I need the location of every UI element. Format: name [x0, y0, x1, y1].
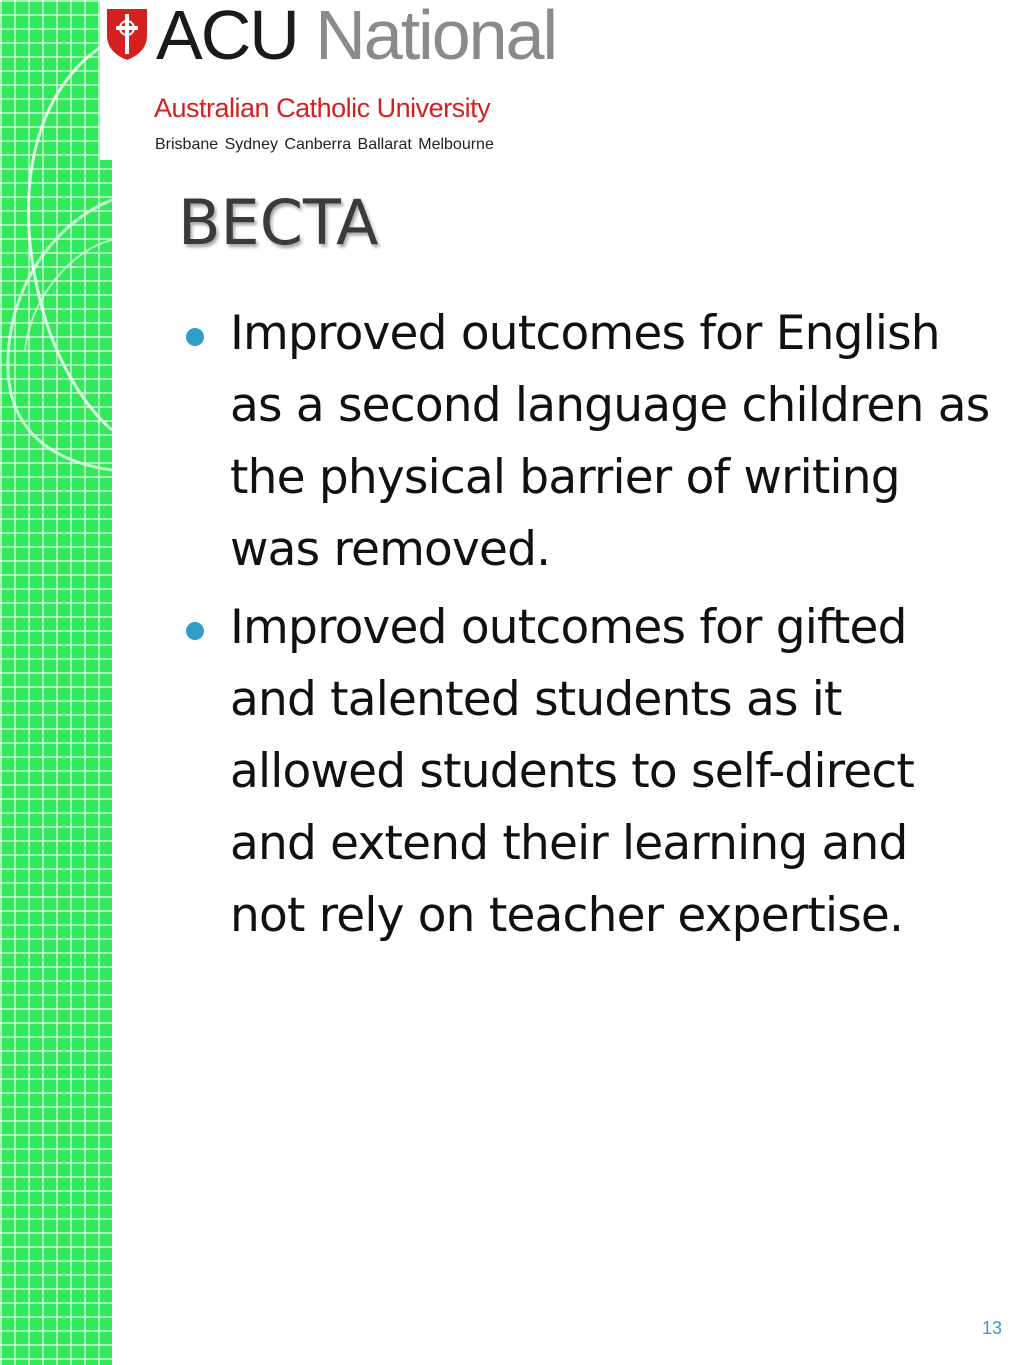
university-logo	[100, 0, 557, 160]
bullet-text: Improved outcomes for English as a second language children as the physical barrier of writing was removed.	[230, 306, 990, 577]
bullet-item	[186, 592, 996, 952]
logo-university-name: Australian Catholic University	[154, 93, 491, 123]
slide-title: BECTA	[178, 186, 379, 259]
bullet-dot-icon	[186, 328, 204, 346]
logo-acu-text: ACU	[156, 0, 298, 74]
bullet-list	[186, 298, 996, 958]
page-number: 13	[981, 1318, 1002, 1338]
acu-shield-cross-icon	[104, 6, 150, 62]
logo-campuses: Brisbane Sydney Canberra Ballarat Melbourne	[155, 136, 494, 153]
logo-national-text: National	[315, 0, 557, 74]
decorative-swirl	[0, 0, 112, 520]
logo-wordmark	[156, 0, 556, 72]
bullet-item	[186, 298, 996, 586]
bullet-text: Improved outcomes for gifted and talented students as it allowed students to self-direct and extend their learning and not rely on teacher expertise.	[230, 600, 914, 943]
bullet-dot-icon	[186, 622, 204, 640]
